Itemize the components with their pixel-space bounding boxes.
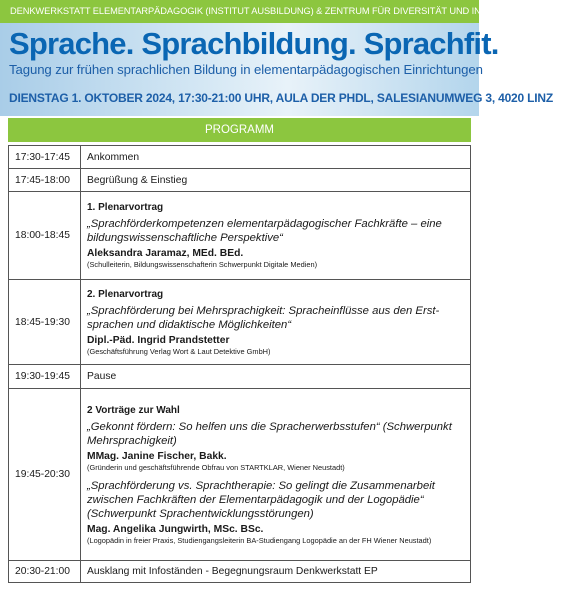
speaker-name: Dipl.-Päd. Ingrid Prandstetter [87, 334, 230, 346]
hero-banner [0, 23, 553, 116]
talk-title: „Sprachförderkompetenzen elementarpädagogischer Fachkräfte – eine bildungswissenschaftliche Perspektive“ [87, 218, 442, 244]
speaker-affiliation: (Logopädin in freier Praxis, Studiengangsleiterin BA-Studiengang Logopädie an der FH Wiener Neustadt) [87, 535, 432, 545]
time-cell: 17:30-17:45 [9, 146, 81, 169]
speaker-affiliation: (Gründerin und geschäftsführende Obfrau von STARTKLAR, Wiener Neustadt) [87, 462, 345, 472]
table-row [9, 389, 471, 561]
speaker-name: Mag. Angelika Jungwirth, MSc. BSc. [87, 523, 264, 535]
table-row [9, 365, 471, 389]
event-date-location: DIENSTAG 1. OKTOBER 2024, 17:30-21:00 UHR, AULA DER PHDL, SALESIANUMWEG 3, 4020 LINZ [9, 91, 553, 105]
program-heading: PROGRAMM [8, 118, 471, 142]
table-row [9, 146, 471, 169]
item-cell: Ausklang mit Infoständen - Begegnungsraum Denkwerkstatt EP [81, 561, 471, 583]
item-cell: Begrüßung & Einstieg [81, 169, 471, 192]
time-cell: 17:45-18:00 [9, 169, 81, 192]
event-subtitle: Tagung zur frühen sprachlichen Bildung in elementarpädagogischen Einrichtungen [9, 62, 483, 77]
talk-title: „Gekonnt fördern: So helfen uns die Spracherwerbsstufen“ (Schwerpunkt Mehrsprachigkeit) [87, 420, 452, 447]
institution-banner: DENKWERKSTATT ELEMENTARPÄDAGOGIK (INSTITUT AUSBILDUNG) & ZENTRUM FÜR DIVERSITÄT UND INKLUSIVE BILDUNG [0, 0, 479, 23]
program-table [8, 145, 471, 583]
item-cell [81, 389, 471, 561]
talk-heading: 2 Vorträge zur Wahl [87, 404, 180, 416]
item-cell [81, 280, 471, 365]
table-row [9, 561, 471, 583]
item-cell: Pause [81, 365, 471, 389]
item-cell: Ankommen [81, 146, 471, 169]
table-row [9, 280, 471, 365]
time-cell: 20:30-21:00 [9, 561, 81, 583]
time-cell: 18:45-19:30 [9, 280, 81, 365]
talk-heading: 2. Plenarvortrag [87, 288, 164, 300]
talk-title: „Sprachförderung vs. Sprachtherapie: So gelingt die Zusammenarbeit zwischen Fachkräften der Elementarpädagogik und der Logopädie“ (Schwerpunkt Sprachentwicklungsstörungen) [87, 479, 435, 520]
time-cell: 19:45-20:30 [9, 389, 81, 561]
speaker-affiliation: (Schulleiterin, Bildungswissenschafterin Schwerpunkt Digitale Medien) [87, 260, 318, 269]
item-cell [81, 192, 471, 280]
speaker-affiliation: (Geschäftsführung Verlag Wort & Laut Detektive GmbH) [87, 346, 271, 356]
table-row [9, 169, 471, 192]
speaker-name: Aleksandra Jaramaz, MEd. BEd. [87, 248, 244, 259]
time-cell: 19:30-19:45 [9, 365, 81, 389]
event-title: Sprache. Sprachbildung. Sprachfit. [9, 26, 499, 61]
talk-heading: 1. Plenarvortrag [87, 202, 164, 213]
speaker-name: MMag. Janine Fischer, Bakk. [87, 450, 227, 462]
table-row [9, 192, 471, 280]
time-cell: 18:00-18:45 [9, 192, 81, 280]
talk-title: „Sprachförderung bei Mehrsprachigkeit: Spracheinflüsse aus den Erst-sprachen und didaktische Möglichkeiten“ [87, 304, 440, 331]
